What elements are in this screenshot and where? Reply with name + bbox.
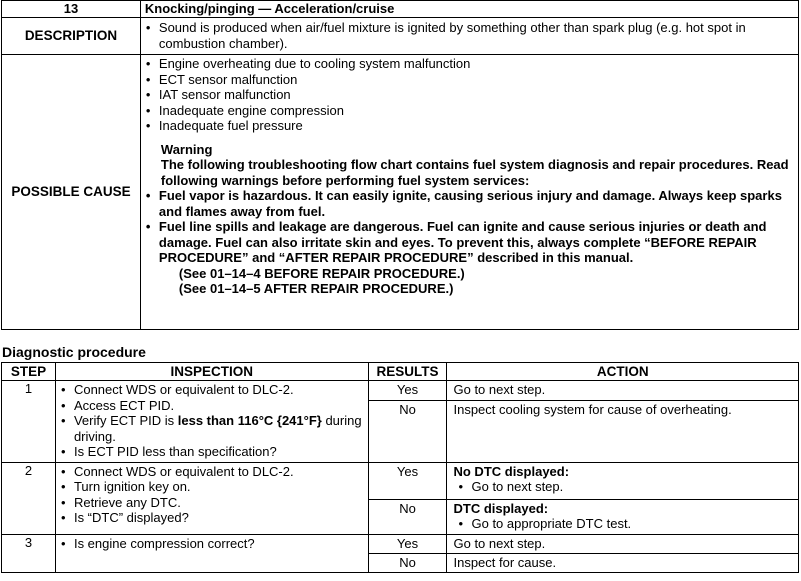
inspection-item: • Access ECT PID. — [56, 398, 364, 414]
inspection-item — [56, 413, 364, 444]
diagnostic-procedure-title: Diagnostic procedure — [2, 344, 146, 360]
header-action: ACTION — [447, 363, 799, 381]
warning-item: • Fuel vapor is hazardous. It can easily ignite, causing serious injury and damage. Always keep sparks and flames away from fuel. — [141, 188, 794, 219]
step2-no-heading: DTC displayed: — [453, 500, 549, 516]
verify-text: Verify ECT PID is — [73, 413, 178, 428]
step3-number: 3 — [2, 534, 56, 572]
inspection-item: • Connect WDS or equivalent to DLC-2. — [56, 382, 364, 398]
step1-action-no: Inspect cooling system for cause of overheating. — [447, 401, 799, 462]
description-item: • Sound is produced when air/fuel mixture is ignited by something other than spark plug (e.g. hot spot in combustion chamber). — [141, 20, 794, 51]
cause-list — [141, 56, 794, 134]
step1-inspection-list — [56, 382, 364, 460]
action-item: • Go to next step. — [453, 479, 798, 495]
see-after-repair: (See 01–14–5 AFTER REPAIR PROCEDURE.) — [178, 281, 454, 296]
step3-yes-row — [2, 534, 799, 553]
diagnostic-header-row — [2, 363, 799, 381]
step1-number: 1 — [2, 381, 56, 463]
inspection-item: • Retrieve any DTC. — [56, 495, 364, 511]
symptom-number: 13 — [2, 1, 141, 18]
see-before-repair: (See 01–14–4 BEFORE REPAIR PROCEDURE.) — [178, 265, 465, 281]
step2-result-no: No — [368, 499, 447, 534]
warning-title: Warning — [160, 141, 213, 157]
header-inspection: INSPECTION — [55, 363, 368, 381]
step1-result-no: No — [368, 401, 447, 462]
step2-number: 2 — [2, 462, 56, 534]
step1-yes-row — [2, 381, 799, 401]
possible-cause-row — [2, 55, 799, 330]
verify-text-end: during driving. — [73, 413, 362, 444]
description-row — [2, 18, 799, 55]
description-label: DESCRIPTION — [2, 18, 141, 55]
symptom-title: Knocking/pinging — Acceleration/cruise — [140, 1, 798, 18]
step2-yes-list — [447, 479, 798, 495]
header-step: STEP — [2, 363, 56, 381]
warning-list — [141, 188, 794, 266]
inspection-item: • Is engine compression correct? — [56, 536, 364, 552]
step2-result-yes: Yes — [368, 462, 447, 499]
header-results: RESULTS — [368, 363, 447, 381]
description-list — [141, 20, 794, 51]
step3-action-no: Inspect for cause. — [447, 553, 799, 572]
step2-no-list — [447, 516, 798, 532]
verify-spec: less than 116°C {241°F} — [177, 413, 322, 428]
possible-cause-label: POSSIBLE CAUSE — [2, 55, 141, 330]
step2-yes-row — [2, 462, 799, 499]
step3-action-yes: Go to next step. — [447, 534, 799, 553]
inspection-item: • Is ECT PID less than specification? — [56, 444, 364, 460]
step3-inspection-list — [56, 536, 364, 552]
inspection-item: • Is “DTC” displayed? — [56, 510, 364, 526]
warning-block — [141, 142, 794, 297]
cause-item: • IAT sensor malfunction — [141, 87, 794, 103]
step2-inspection-list — [56, 464, 364, 526]
inspection-item: • Turn ignition key on. — [56, 479, 364, 495]
warning-item: • Fuel line spills and leakage are dangerous. Fuel can ignite and cause serious injuries or death and damage. Fuel can also irritate skin and eyes. To prevent this, always complete “BEFORE REPAIR PROCEDURE” and “AFTER REPAIR PROCEDURE” described in this manual. — [141, 219, 794, 266]
cause-item: • ECT sensor malfunction — [141, 72, 794, 88]
cause-item: • Inadequate fuel pressure — [141, 118, 794, 134]
step1-result-yes: Yes — [368, 381, 447, 401]
step1-action-yes: Go to next step. — [447, 381, 799, 401]
step2-yes-heading: No DTC displayed: — [453, 463, 570, 479]
symptom-table — [1, 0, 799, 330]
inspection-item: • Connect WDS or equivalent to DLC-2. — [56, 464, 364, 480]
diagnostic-table — [1, 362, 799, 573]
step3-result-yes: Yes — [368, 534, 447, 553]
cause-item: • Engine overheating due to cooling system malfunction — [141, 56, 794, 72]
warning-intro: The following troubleshooting flow chart contains fuel system diagnosis and repair procedures. Read following warnings before performing fuel system services: — [160, 157, 789, 188]
step3-result-no: No — [368, 553, 447, 572]
action-item: • Go to appropriate DTC test. — [453, 516, 798, 532]
cause-item: • Inadequate engine compression — [141, 103, 794, 119]
symptom-header-row — [2, 1, 799, 18]
